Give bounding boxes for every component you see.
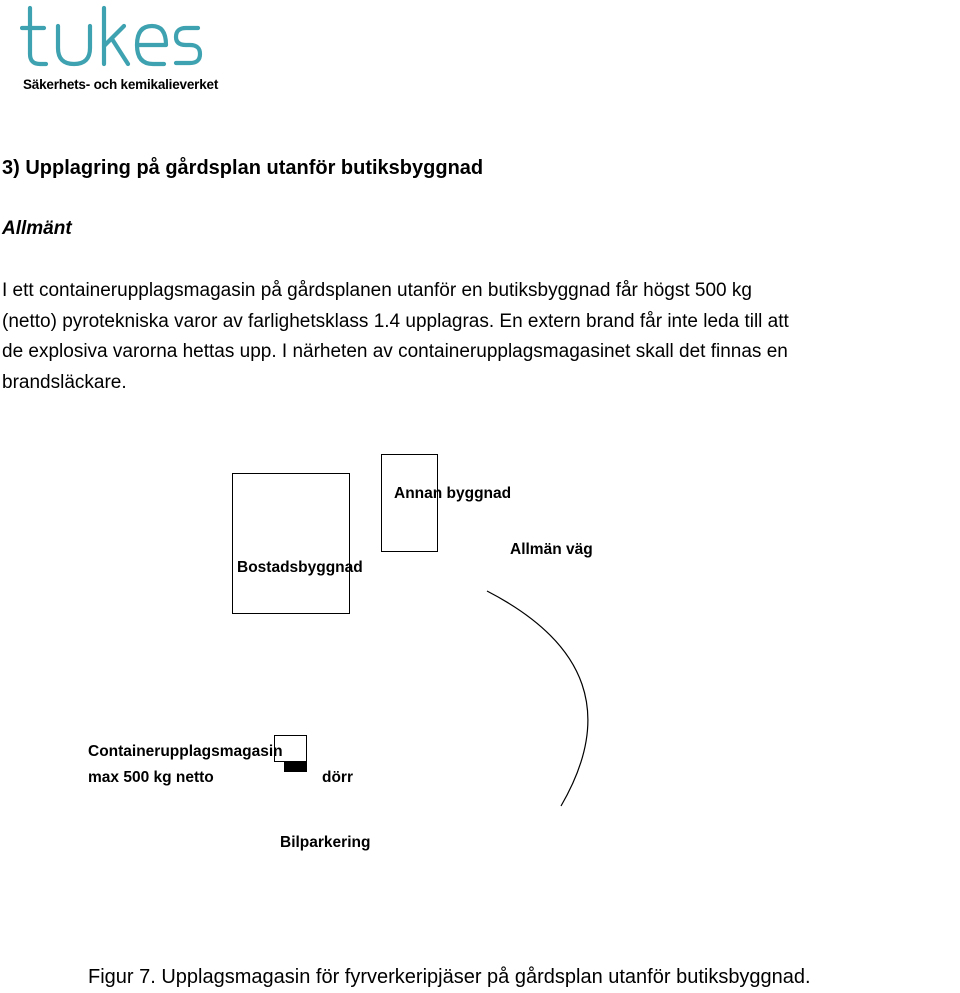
paragraph-line: brandsläckare. — [2, 371, 127, 393]
residential-building-label: Bostadsbyggnad — [237, 559, 363, 576]
body-paragraph — [2, 276, 957, 398]
public-road-label: Allmän väg — [510, 541, 593, 558]
other-building-shape — [382, 455, 438, 552]
paragraph-line: I ett containerupplagsmagasin på gårdsplanen utanför en butiksbyggnad får högst 500 kg — [2, 280, 752, 301]
public-road-arc — [487, 591, 588, 806]
door-shape — [284, 761, 307, 772]
door-label: dörr — [322, 769, 353, 786]
paragraph-line: (netto) pyrotekniska varor av farlighetsklass 1.4 upplagras. En extern brand får inte leda till att — [2, 310, 789, 332]
other-building-label: Annan byggnad — [394, 485, 512, 502]
parking-label: Bilparkering — [280, 834, 371, 851]
container-label: Containerupplagsmagasin — [88, 743, 283, 760]
site-plan-diagram — [0, 440, 960, 851]
paragraph-line: de explosiva varorna hettas upp. I närheten av containerupplagsmagasinet skall det finnas en — [2, 341, 788, 362]
tukes-wordmark — [20, 2, 210, 74]
subheading: Allmänt — [2, 218, 72, 239]
residential-building-shape — [233, 474, 350, 614]
logo-tagline: Säkerhets- och kemikalieverket — [23, 77, 219, 92]
figure-caption: Figur 7. Upplagsmagasin för fyrverkeripjäser på gårdsplan utanför butiksbyggnad. — [88, 966, 811, 988]
section-heading: 3) Upplagring på gårdsplan utanför butiksbyggnad — [2, 157, 484, 179]
container-capacity-label: max 500 kg netto — [88, 769, 214, 786]
tukes-logo — [20, 2, 230, 94]
